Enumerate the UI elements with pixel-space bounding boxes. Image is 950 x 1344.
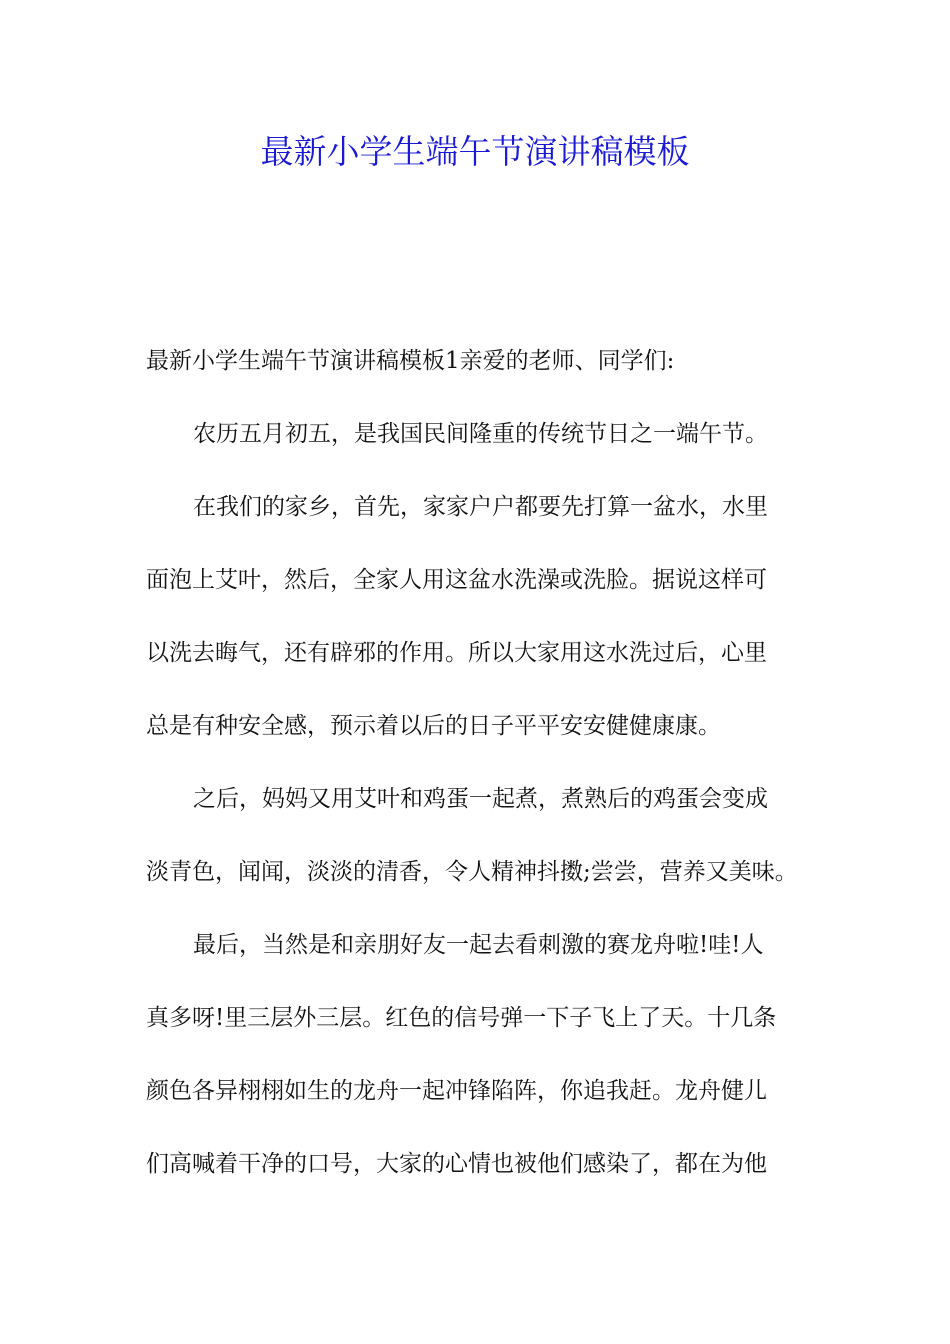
text-line: 面泡上艾叶，然后，全家人用这盆水洗澡或洗脸。据说这样可 xyxy=(146,567,767,593)
text-line: 总是有种安全感，预示着以后的日子平平安安健健康康。 xyxy=(146,713,721,739)
text-line: 颜色各异栩栩如生的龙舟一起冲锋陷阵，你追我赶。龙舟健儿 xyxy=(146,1078,767,1104)
text-line: 最新小学生端午节演讲稿模板1亲爱的老师、同学们: xyxy=(146,348,675,374)
text-line: 在我们的家乡，首先，家家户户都要先打算一盆水，水里 xyxy=(193,494,768,520)
document-body xyxy=(146,336,810,1212)
text-line: 农历五月初五，是我国民间隆重的传统节日之一端午节。 xyxy=(193,421,768,447)
text-line: 真多呀!里三层外三层。红色的信号弹一下子飞上了天。十几条 xyxy=(146,1005,777,1031)
text-line: 最后，当然是和亲朋好友一起去看刺激的赛龙舟啦!哇!人 xyxy=(193,932,764,958)
text-line: 们高喊着干净的口号，大家的心情也被他们感染了，都在为他 xyxy=(146,1151,767,1177)
text-line: 之后，妈妈又用艾叶和鸡蛋一起煮，煮熟后的鸡蛋会变成 xyxy=(193,786,768,812)
text-line: 淡青色，闻闻，淡淡的清香，令人精神抖擞;尝尝，营养又美味。 xyxy=(146,859,798,885)
text-line: 以洗去晦气，还有辟邪的作用。所以大家用这水洗过后，心里 xyxy=(146,640,767,666)
document-title: 最新小学生端午节演讲稿模板 xyxy=(260,132,690,171)
